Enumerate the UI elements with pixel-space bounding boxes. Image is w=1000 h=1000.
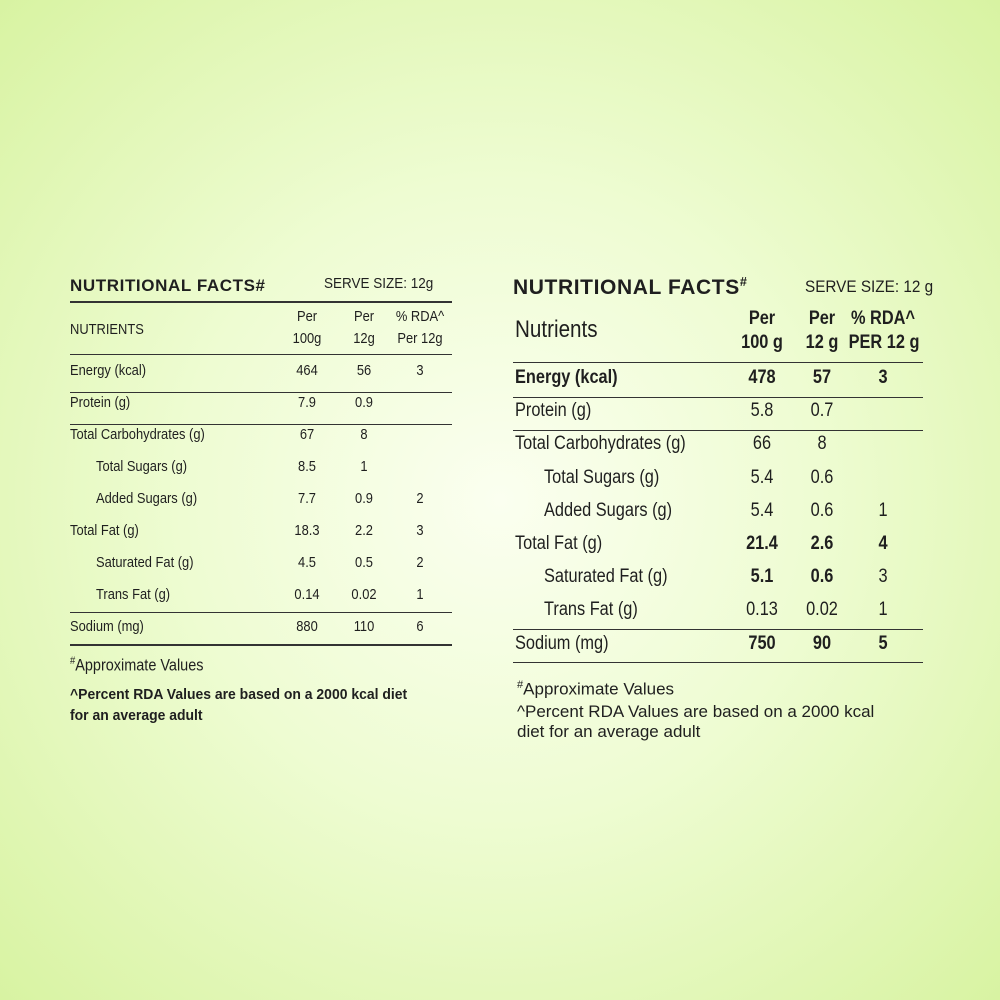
nutrient-name: Total Fat (g) (515, 533, 603, 554)
value-per100: 5.4 (750, 466, 774, 488)
value-per12: 8 (360, 426, 368, 443)
note-approximate: #Approximate Values (70, 655, 204, 675)
value-per100: 5.1 (750, 566, 774, 588)
nutrient-name: Total Sugars (g) (96, 458, 188, 475)
divider (70, 392, 452, 393)
nutrient-name: Saturated Fat (g) (96, 554, 194, 571)
value-per12: 1 (360, 458, 368, 475)
note-approximate: #Approximate Values (517, 679, 675, 699)
value-per100: 0.13 (746, 599, 778, 621)
value-per12: 0.6 (810, 566, 834, 588)
nutrient-name: Trans Fat (g) (544, 599, 638, 621)
value-per12: 8 (817, 433, 827, 455)
nutrient-name: Total Sugars (g) (544, 466, 660, 488)
divider (70, 301, 452, 303)
value-rda: 2 (416, 490, 424, 507)
value-per100: 4.5 (298, 554, 316, 571)
value-per100: 5.8 (750, 400, 774, 422)
header-per100-line2: 100 g (741, 332, 783, 353)
value-per12: 56 (356, 362, 372, 379)
value-rda: 3 (878, 367, 888, 388)
header-per12-line2: 12 g (805, 332, 839, 353)
value-per12: 0.02 (351, 586, 377, 603)
value-per100: 7.7 (298, 490, 316, 507)
value-per12: 57 (812, 367, 832, 388)
divider (70, 612, 452, 613)
value-per12: 0.9 (355, 394, 373, 411)
header-rda-line1: % RDA^ (850, 308, 916, 329)
divider (513, 397, 923, 398)
value-per100: 7.9 (298, 394, 316, 411)
value-per12: 2.2 (355, 522, 373, 539)
value-per100: 18.3 (294, 522, 320, 539)
nutrient-name: Energy (kcal) (70, 362, 146, 379)
value-rda: 1 (416, 586, 424, 603)
header-nutrients: Nutrients (515, 316, 598, 343)
divider (70, 354, 452, 355)
nutrient-name: Added Sugars (g) (96, 490, 198, 507)
value-rda: 6 (416, 618, 424, 635)
panel-title: NUTRITIONAL FACTS# (513, 275, 748, 299)
value-rda: 3 (878, 566, 888, 588)
nutrient-name: Total Fat (g) (70, 522, 139, 539)
value-per100: 750 (748, 632, 776, 654)
value-per12: 0.6 (810, 499, 834, 521)
note-rda: ^Percent RDA Values are based on a 2000 kcal diet for an average adult (70, 686, 408, 724)
nutrient-name: Added Sugars (g) (544, 499, 673, 521)
value-per100: 5.4 (750, 499, 774, 521)
nutrient-name: Saturated Fat (g) (544, 566, 668, 588)
divider (513, 362, 923, 363)
value-per100: 464 (296, 362, 318, 379)
value-per12: 2.6 (810, 533, 834, 554)
header-rda-line2: PER 12 g (848, 332, 920, 353)
value-per100: 67 (299, 426, 315, 443)
value-per100: 880 (296, 618, 318, 635)
value-rda: 1 (878, 599, 888, 621)
value-per12: 90 (812, 632, 832, 654)
divider (513, 629, 923, 630)
header-rda-line1: % RDA^ (395, 308, 445, 325)
header-per12-line1: Per (808, 308, 836, 329)
nutrient-name: Sodium (mg) (515, 632, 609, 654)
value-per12: 0.5 (355, 554, 373, 571)
divider (70, 644, 452, 646)
header-per12-line1: Per (353, 308, 375, 325)
value-per100: 66 (752, 433, 772, 455)
value-per100: 478 (748, 367, 776, 388)
nutrient-name: Energy (kcal) (515, 367, 618, 388)
value-rda: 1 (878, 499, 888, 521)
nutrient-name: Total Carbohydrates (g) (515, 433, 686, 455)
nutrient-name: Total Carbohydrates (g) (70, 426, 205, 443)
value-per12: 0.7 (810, 400, 834, 422)
header-per12-line2: 12g (353, 330, 375, 347)
nutrient-name: Protein (g) (515, 400, 592, 422)
divider (70, 424, 452, 425)
value-rda: 3 (416, 362, 424, 379)
header-rda-line2: Per 12g (397, 330, 443, 347)
nutrient-name: Sodium (mg) (70, 618, 144, 635)
value-rda: 2 (416, 554, 424, 571)
header-per100-line2: 100g (292, 330, 322, 347)
value-per12: 110 (353, 618, 375, 635)
value-rda: 5 (878, 632, 888, 654)
nutrient-name: Protein (g) (70, 394, 131, 411)
serve-size: SERVE SIZE: 12g (324, 275, 434, 292)
header-nutrients: NUTRIENTS (70, 321, 144, 338)
header-per100-line1: Per (748, 308, 776, 329)
value-per100: 0.14 (294, 586, 320, 603)
value-per100: 8.5 (298, 458, 316, 475)
nutrition-panel-right (513, 270, 934, 750)
value-rda: 3 (416, 522, 424, 539)
panel-title: NUTRITIONAL FACTS# (70, 276, 266, 295)
value-per12: 0.6 (810, 466, 834, 488)
value-per12: 0.02 (806, 599, 838, 621)
note-rda: ^Percent RDA Values are based on a 2000 kcal diet for an average adult (517, 702, 875, 741)
nutrient-name: Trans Fat (g) (96, 586, 171, 603)
value-per12: 0.9 (355, 490, 373, 507)
divider (513, 430, 923, 431)
divider (513, 662, 923, 663)
header-per100-line1: Per (296, 308, 318, 325)
value-rda: 4 (878, 533, 888, 554)
nutrition-panel-left (70, 270, 452, 730)
serve-size: SERVE SIZE: 12 g (805, 277, 934, 296)
value-per100: 21.4 (746, 533, 778, 554)
